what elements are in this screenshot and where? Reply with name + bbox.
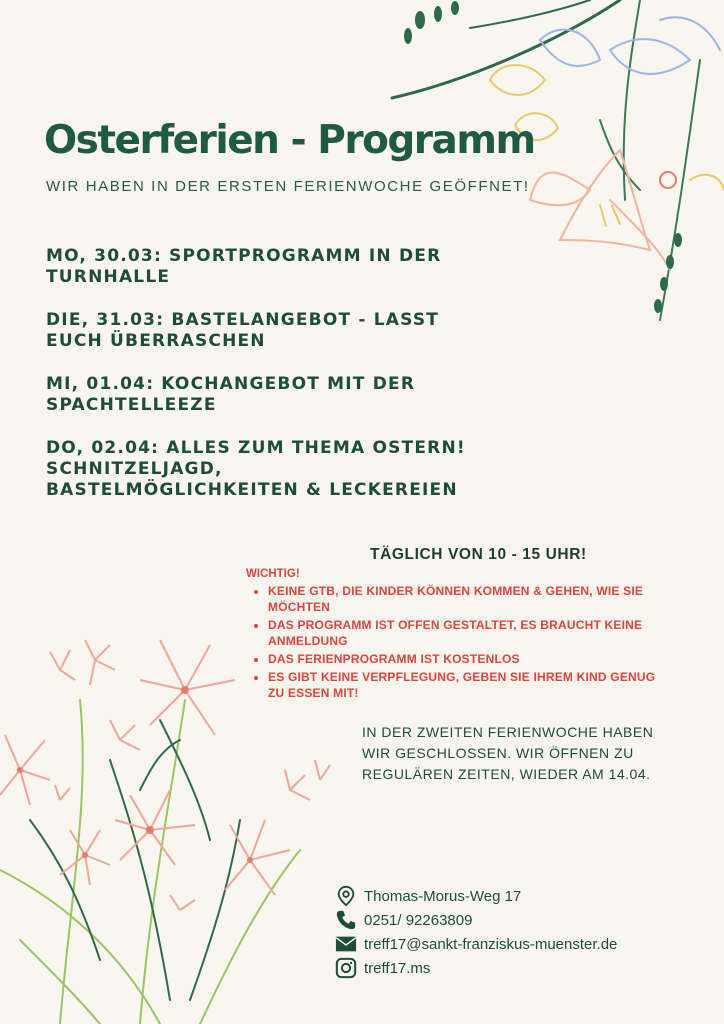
phone-icon — [334, 909, 358, 931]
event-item: DO, 02.04: ALLES ZUM THEMA OSTERN! SCHNITZELJAGD, BASTELMÖGLICHKEITEN & LECKEREIEN — [46, 438, 466, 500]
email-link[interactable]: treff17@sankt-franziskus-muenster.de — [364, 935, 618, 953]
envelope-icon — [334, 933, 358, 955]
contact-email — [334, 932, 617, 956]
important-notes — [246, 568, 666, 703]
contact-instagram — [334, 956, 617, 980]
location-pin-icon — [334, 885, 358, 907]
address-text: Thomas-Morus-Weg 17 — [364, 887, 522, 905]
instagram-handle[interactable]: treff17.ms — [364, 959, 431, 977]
event-item: DIE, 31.03: BASTELANGEBOT - LASST EUCH ÜBERRASCHEN — [46, 310, 440, 351]
important-item: • DAS FERIENPROGRAMM IST KOSTENLOS — [268, 651, 666, 667]
important-item: • KEINE GTB, DIE KINDER KÖNNEN KOMMEN & GEHEN, WIE SIE MÖCHTEN — [268, 583, 666, 615]
phone-text[interactable]: 0251/ 92263809 — [364, 911, 473, 929]
event-item: MI, 01.04: KOCHANGEBOT MIT DER SPACHTELLEEZE — [46, 374, 416, 415]
daily-hours: TÄGLICH VON 10 - 15 UHR! — [370, 546, 587, 563]
contact-phone — [334, 908, 617, 932]
contact-address — [334, 884, 617, 908]
event-item: MO, 30.03: SPORTPROGRAMM IN DER TURNHALLE — [46, 246, 442, 287]
contact-block — [334, 884, 617, 980]
important-list — [246, 583, 666, 701]
page-title: Osterferien - Programm — [44, 118, 535, 163]
important-label: WICHTIG! — [246, 568, 300, 580]
important-item: • ES GIBT KEINE VERPFLEGUNG, GEBEN SIE IHREM KIND GENUG ZU ESSEN MIT! — [268, 669, 666, 701]
instagram-icon — [334, 957, 358, 979]
closed-notice: IN DER ZWEITEN FERIENWOCHE HABEN WIR GESCHLOSSEN. WIR ÖFFNEN ZU REGULÄREN ZEITEN, WIEDER AM 14.04. — [362, 724, 654, 782]
event-list — [46, 246, 466, 523]
important-item: • DAS PROGRAMM IST OFFEN GESTALTET, ES BRAUCHT KEINE ANMELDUNG — [268, 617, 666, 649]
subtitle: WIR HABEN IN DER ERSTEN FERIENWOCHE GEÖFFNET! — [46, 178, 530, 195]
